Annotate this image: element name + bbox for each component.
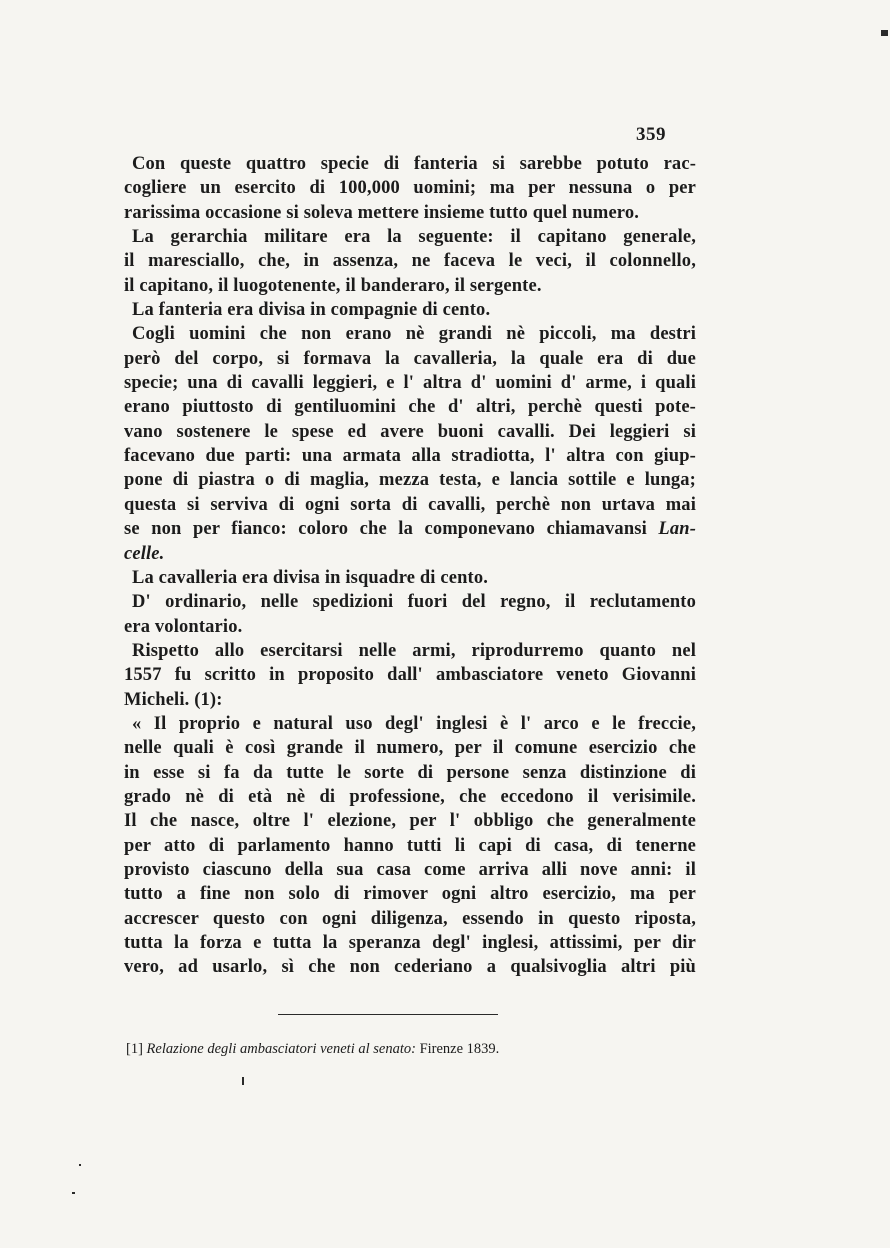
text-line (124, 420, 696, 444)
text-line (124, 639, 696, 663)
text-line-content: per atto di parlamento hanno tutti li capi di casa, di tenerne (124, 835, 696, 856)
text-line-content: La cavalleria era divisa in isquadre di cento. (132, 567, 489, 588)
text-line (124, 542, 696, 566)
text-line (124, 882, 696, 906)
text-line-content: « Il proprio e natural uso degl' inglesi è l' arco e le freccie, (132, 713, 696, 734)
text-line (124, 249, 696, 273)
footnote-source: Relazione degli ambasciatori veneti al senato: (146, 1041, 416, 1057)
text-line-content: specie; una di cavalli leggieri, e l' altra d' uomini d' arme, i quali (124, 373, 696, 394)
text-line (124, 274, 696, 298)
scan-speck (881, 30, 888, 36)
body-text (124, 152, 696, 980)
text-line (124, 468, 696, 492)
text-line (124, 761, 696, 785)
text-line-content: cogliere un esercito di 100,000 uomini; ma per nessuna o per (124, 178, 696, 199)
scan-speck (72, 1192, 75, 1194)
text-line (124, 834, 696, 858)
text-line (124, 444, 696, 468)
text-line-content: La gerarchia militare era la seguente: il capitano generale, (132, 227, 696, 248)
text-line (124, 736, 696, 760)
text-line-content: nelle quali è così grande il numero, per il comune esercizio che (124, 738, 696, 759)
text-line (124, 931, 696, 955)
text-line (124, 322, 696, 346)
text-line (124, 493, 696, 517)
text-line (124, 785, 696, 809)
text-line-content: provisto ciascuno della sua casa come arriva alli nove anni: il (124, 859, 696, 880)
text-line-content: tutta la forza e tutta la speranza degl' inglesi, attissimi, per dir (124, 933, 696, 953)
text-line-italic: Lan- (658, 519, 697, 540)
footnote-separator (278, 1014, 498, 1015)
text-line-content: Cogli uomini che non erano nè grandi nè piccoli, ma destri (132, 324, 696, 345)
scan-speck (79, 1164, 81, 1166)
text-line (124, 688, 696, 712)
text-line-content: Con queste quattro specie di fanteria si sarebbe potuto rac- (132, 154, 696, 174)
text-line (124, 371, 696, 395)
text-line-content: vero, ad usarlo, sì che non cederiano a qualsivoglia altri più (124, 957, 696, 978)
text-line (124, 663, 696, 687)
text-line-content: però del corpo, si formava la cavalleria, la quale era di due (124, 348, 696, 369)
text-line (124, 955, 696, 979)
text-line (124, 809, 696, 833)
page-number: 359 (636, 124, 666, 145)
text-line-content: il maresciallo, che, in assenza, ne faceva le veci, il colonnello, (124, 251, 696, 272)
text-line (124, 517, 696, 541)
text-line-content: erano piuttosto di gentiluomini che d' altri, perchè questi pote- (124, 397, 696, 418)
footnote-marker: [1] (126, 1041, 143, 1057)
text-line-content: se non per fianco: coloro che la componevano chiamavansi (124, 519, 647, 540)
text-line (124, 907, 696, 931)
text-line-content: rarissima occasione si soleva mettere insieme tutto quel numero. (124, 202, 640, 223)
text-line-content: Il che nasce, oltre l' elezione, per l' obbligo che generalmente (124, 811, 696, 832)
text-line-content: vano sostenere le spese ed avere buoni cavalli. Dei leggieri si (124, 421, 696, 442)
text-line-content: 1557 fu scritto in proposito dall' ambasciatore veneto Giovanni (124, 665, 696, 686)
text-line (124, 201, 696, 225)
text-line (124, 298, 696, 322)
text-line-content: era volontario. (124, 616, 243, 637)
text-line (124, 152, 696, 176)
text-line-content: pone di piastra o di maglia, mezza testa, e lancia sottile e lunga; (124, 470, 696, 491)
text-line-content: Micheli. (1): (124, 689, 223, 710)
text-line-content: in esse si fa da tutte le sorte di persone senza distinzione di (124, 762, 696, 783)
text-line-content: tutto a fine non solo di rimover ogni altro esercizio, ma per (124, 884, 696, 905)
text-line-content: celle. (124, 543, 165, 564)
text-line (124, 566, 696, 590)
text-line-content: questa si serviva di ogni sorta di cavalli, perchè non urtava mai (124, 494, 696, 515)
text-line-content: facevano due parti: una armata alla stradiotta, l' altra con giup- (124, 446, 696, 467)
text-line (124, 176, 696, 200)
footnote-place-date: Firenze 1839. (419, 1041, 500, 1057)
text-line (124, 395, 696, 419)
text-line-content: accrescer questo con ogni diligenza, essendo in questo riposta, (124, 908, 696, 929)
text-line (124, 225, 696, 249)
text-line (124, 347, 696, 371)
text-line-content: D' ordinario, nelle spedizioni fuori del regno, il reclutamento (132, 592, 696, 613)
text-line (124, 712, 696, 736)
text-line-content: il capitano, il luogotenente, il banderaro, il sergente. (124, 275, 542, 296)
text-line (124, 858, 696, 882)
text-line (124, 615, 696, 639)
footnote (126, 1041, 499, 1058)
text-line-content: Rispetto allo esercitarsi nelle armi, riprodurremo quanto nel (132, 640, 696, 661)
scan-speck (242, 1077, 244, 1085)
text-line-content: grado nè di età nè di professione, che eccedono il verisimile. (124, 786, 696, 807)
text-line (124, 590, 696, 614)
text-line-content: La fanteria era divisa in compagnie di cento. (132, 300, 491, 321)
